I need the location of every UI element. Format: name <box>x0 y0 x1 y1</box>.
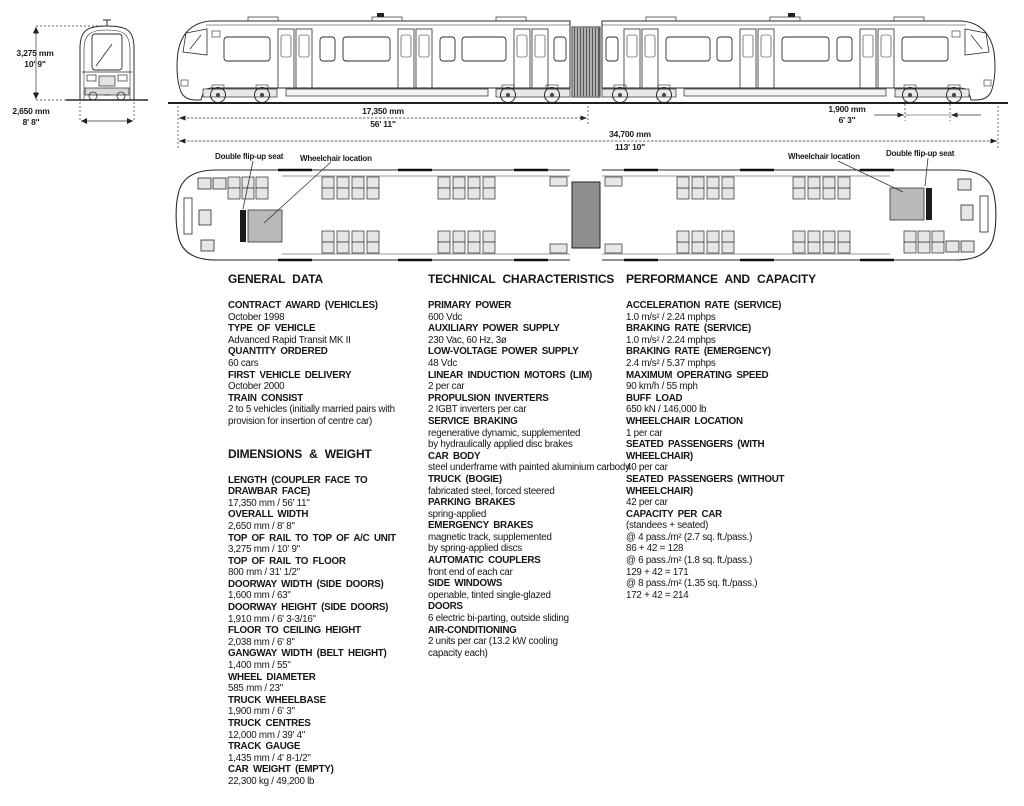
spec-item-value: 12,000 mm / 39' 4" <box>228 729 306 741</box>
spec-item-value: 1 per car <box>626 427 663 439</box>
spec-item <box>626 416 844 439</box>
spec-item-label: CAR WEIGHT (EMPTY) <box>228 764 334 776</box>
spec-item <box>228 370 420 393</box>
spec-item-value: 1,400 mm / 55" <box>228 660 291 672</box>
spec-item-value: 2 per car <box>428 381 465 393</box>
spec-item-label: FIRST VEHICLE DELIVERY <box>228 369 352 381</box>
spec-item-label: ACCELERATION RATE (SERVICE) <box>626 300 782 311</box>
spec-item-label: LOW-VOLTAGE POWER SUPPLY <box>428 346 579 358</box>
spec-item-value: (standees + seated) @ 4 pass./m² (2.7 sq. ft./pass.) 86 + 42 = 128 @ 6 pass./m² (1.8 sq. ft./pass.) 129 + 42 = 171 @ 8 pass./m² (1.35 sq. ft./pass.) 172 + 42 = 214 <box>626 520 758 601</box>
spec-item-label: AUXILIARY POWER SUPPLY <box>428 323 560 335</box>
spec-section <box>228 447 420 788</box>
spec-item-value: October 1998 <box>228 311 285 323</box>
callout-right-flipup-seat: Double flip-up seat <box>886 149 955 158</box>
spec-item-value: front end of each car <box>428 566 513 578</box>
spec-column-performance-and-capacity <box>626 272 844 601</box>
spec-item <box>428 578 624 601</box>
spec-item <box>228 393 420 428</box>
spec-item-value: 650 kN / 146,000 lb <box>626 404 707 416</box>
spec-item <box>228 672 420 695</box>
spec-item-label: BUFF LOAD <box>626 392 683 404</box>
spec-item-value: 1,435 mm / 4' 8-1/2" <box>228 752 311 764</box>
spec-item-value: fabricated steel, forced steered <box>428 485 555 497</box>
spec-item-value: 6 electric bi-parting, outside sliding <box>428 613 569 625</box>
spec-item-label: WHEELCHAIR LOCATION <box>626 415 743 427</box>
spec-item-label: CONTRACT AWARD (VEHICLES) <box>228 300 378 311</box>
section-title: PERFORMANCE AND CAPACITY <box>626 272 816 286</box>
wheelchair-area <box>248 210 282 242</box>
callout-left-wheelchair: Wheelchair location <box>300 154 372 163</box>
front-view-drawing <box>66 20 148 100</box>
flip-up-seat-mark <box>240 210 246 242</box>
spec-item <box>228 764 420 787</box>
spec-item-label: PRIMARY POWER <box>428 300 512 311</box>
spec-item <box>228 741 420 764</box>
dimension-front-height-ft: 10' 9" <box>24 58 46 69</box>
spec-item <box>626 370 844 393</box>
spec-item-label: TRAIN CONSIST <box>228 392 303 404</box>
spec-item <box>228 346 420 369</box>
spec-column-general-and-dimensions <box>228 272 420 788</box>
spec-item-value: 90 km/h / 55 mph <box>626 381 698 393</box>
spec-item-label: AUTOMATIC COUPLERS <box>428 555 541 567</box>
spec-item <box>228 475 420 510</box>
dimension-truck-wheelbase <box>816 104 878 125</box>
spec-item-value: 17,350 mm / 56' 11" <box>228 497 310 509</box>
spec-item <box>428 370 624 393</box>
spec-item-label: MAXIMUM OPERATING SPEED <box>626 369 769 381</box>
dimension-train-length <box>578 129 682 152</box>
spec-item <box>428 323 624 346</box>
spec-item <box>428 393 624 416</box>
dimension-front-width-mm: 2,650 mm <box>12 106 50 116</box>
spec-column-technical-characteristics <box>428 272 630 659</box>
spec-item-label: AIR-CONDITIONING <box>428 624 517 636</box>
spec-item-value: 22,300 kg / 49,200 lb <box>228 775 315 787</box>
spec-item <box>228 718 420 741</box>
spec-item-value: 2,650 mm / 8' 8" <box>228 520 295 532</box>
dimension-car-length <box>333 106 433 129</box>
spec-item-label: TRUCK (BOGIE) <box>428 473 502 485</box>
spec-item-label: TRACK GAUGE <box>228 741 301 753</box>
dimension-car-length-mm: 17,350 mm <box>362 106 404 116</box>
spec-item-value: 40 per car <box>626 462 668 474</box>
spec-item-label: TOP OF RAIL TO TOP OF A/C UNIT <box>228 532 396 544</box>
spec-item-value: spring-applied <box>428 508 487 520</box>
plan-view-car <box>176 170 570 260</box>
spec-item-value: 1.0 m/s² / 2.24 mphps <box>626 311 716 323</box>
spec-item-label: WHEEL DIAMETER <box>228 671 316 683</box>
spec-item <box>428 497 624 520</box>
spec-item-label: TYPE OF VEHICLE <box>228 323 316 335</box>
dimension-front-height <box>6 48 64 69</box>
spec-section <box>428 272 630 659</box>
spec-item <box>228 509 420 532</box>
spec-item-value: 48 Vdc <box>428 357 458 369</box>
spec-item-value: 1,910 mm / 6' 3-3/16" <box>228 613 316 625</box>
dimension-front-width <box>2 106 60 127</box>
spec-section <box>228 272 420 428</box>
spec-item-value: steel underframe with painted aluminium carbody <box>428 462 630 474</box>
spec-item-label: SERVICE BRAKING <box>428 415 518 427</box>
spec-item-value: 230 Vac, 60 Hz, 3ø <box>428 334 507 346</box>
spec-item <box>428 300 624 323</box>
spec-item-label: PARKING BRAKES <box>428 497 516 509</box>
spec-item <box>428 450 630 474</box>
dimension-front-width-ft: 8' 8" <box>22 116 40 127</box>
dimension-train-length-ft: 113' 10" <box>615 141 645 152</box>
spec-item <box>626 393 844 416</box>
spec-item-label: TOP OF RAIL TO FLOOR <box>228 555 346 567</box>
spec-item <box>626 300 844 323</box>
spec-item-value: 2,038 mm / 6' 8" <box>228 636 295 648</box>
spec-item-label: LINEAR INDUCTION MOTORS (LIM) <box>428 369 593 381</box>
spec-item-value: 1,900 mm / 6' 3" <box>228 706 295 718</box>
spec-item-value: 800 mm / 31' 1/2" <box>228 567 300 579</box>
spec-item <box>428 625 624 660</box>
spec-item-label: DOORWAY HEIGHT (SIDE DOORS) <box>228 602 389 614</box>
spec-item-value: 42 per car <box>626 497 668 509</box>
spec-item-label: PROPULSION INVERTERS <box>428 392 549 404</box>
train-technical-drawing <box>0 0 1024 270</box>
spec-item-value: 60 cars <box>228 357 259 369</box>
spec-item-label: TRUCK CENTRES <box>228 718 311 729</box>
spec-item-label: FLOOR TO CEILING HEIGHT <box>228 625 361 637</box>
spec-item <box>428 601 624 624</box>
dimension-train-length-mm: 34,700 mm <box>609 129 651 139</box>
spec-item-value: 2 units per car (13.2 kW cooling capacity each) <box>428 636 558 659</box>
dimension-truck-wheelbase-mm: 1,900 mm <box>828 104 866 114</box>
spec-item-label: QUANTITY ORDERED <box>228 346 328 358</box>
spec-item-label: SEATED PASSENGERS (WITHOUT WHEELCHAIR) <box>626 473 785 497</box>
spec-item <box>228 625 420 648</box>
spec-item <box>626 474 844 509</box>
dimension-truck-wheelbase-ft: 6' 3" <box>838 114 856 125</box>
spec-item-value: Advanced Rapid Transit MK II <box>228 334 351 346</box>
callout-left-flipup-seat: Double flip-up seat <box>215 152 284 161</box>
spec-item <box>228 533 420 556</box>
spec-item-label: CAR BODY <box>428 450 481 462</box>
spec-item <box>428 520 624 555</box>
articulation-gangway-plan <box>572 182 600 248</box>
section-title: DIMENSIONS & WEIGHT <box>228 446 372 461</box>
spec-item <box>428 346 624 369</box>
spec-section <box>626 272 844 601</box>
spec-item-label: CAPACITY PER CAR <box>626 508 722 520</box>
spec-item <box>228 648 420 671</box>
spec-item <box>228 695 420 718</box>
spec-item-value: magnetic track, supplemented by spring-applied discs <box>428 531 552 555</box>
spec-item <box>228 602 420 625</box>
spec-item <box>626 509 844 602</box>
spec-item-label: DOORS <box>428 601 463 613</box>
spec-item <box>428 555 624 578</box>
spec-item <box>626 346 844 369</box>
spec-item-value: 600 Vdc <box>428 311 463 323</box>
spec-item-label: OVERALL WIDTH <box>228 509 309 521</box>
spec-item-label: DOORWAY WIDTH (SIDE DOORS) <box>228 578 384 590</box>
spec-item-label: TRUCK WHEELBASE <box>228 694 326 706</box>
side-view-car <box>177 13 570 103</box>
spec-item-value: regenerative dynamic, supplemented by hydraulically applied disc brakes <box>428 427 581 451</box>
spec-item <box>428 416 624 451</box>
spec-item <box>428 474 624 497</box>
spec-item-value: 1.0 m/s² / 2.24 mphps <box>626 334 716 346</box>
spec-item <box>228 556 420 579</box>
spec-item-label: EMERGENCY BRAKES <box>428 520 534 532</box>
spec-item-value: October 2000 <box>228 381 285 393</box>
spec-item-value: 3,275 mm / 10' 9" <box>228 544 300 556</box>
dimension-car-length-ft: 56' 11" <box>370 118 396 129</box>
section-title: TECHNICAL CHARACTERISTICS <box>428 272 615 286</box>
dimension-front-height-mm: 3,275 mm <box>16 48 54 58</box>
spec-item-value: 2 to 5 vehicles (initially married pairs with provision for insertion of centre car) <box>228 404 395 427</box>
spec-item <box>228 579 420 602</box>
spec-item <box>626 439 844 474</box>
spec-item <box>228 300 420 323</box>
spec-item <box>626 323 844 346</box>
spec-item-value: openable, tinted single-glazed <box>428 589 551 601</box>
spec-item-label: SEATED PASSENGERS (WITH WHEELCHAIR) <box>626 439 765 462</box>
spec-item-label: BRAKING RATE (SERVICE) <box>626 323 751 335</box>
spec-item-label: BRAKING RATE (EMERGENCY) <box>626 346 771 358</box>
spec-item-value: 1,600 mm / 63" <box>228 590 291 602</box>
spec-item-value: 2 IGBT inverters per car <box>428 404 527 416</box>
section-title: GENERAL DATA <box>228 272 323 286</box>
spec-item-value: 2.4 m/s² / 5.37 mphps <box>626 357 716 369</box>
spec-item-label: LENGTH (COUPLER FACE TO DRAWBAR FACE) <box>228 474 368 498</box>
callout-right-wheelchair: Wheelchair location <box>788 152 860 161</box>
spec-item-label: SIDE WINDOWS <box>428 578 503 590</box>
spec-item-label: GANGWAY WIDTH (BELT HEIGHT) <box>228 648 387 660</box>
articulation-bellows-side <box>572 27 600 97</box>
spec-item-value: 585 mm / 23" <box>228 683 283 695</box>
spec-item <box>228 323 420 346</box>
